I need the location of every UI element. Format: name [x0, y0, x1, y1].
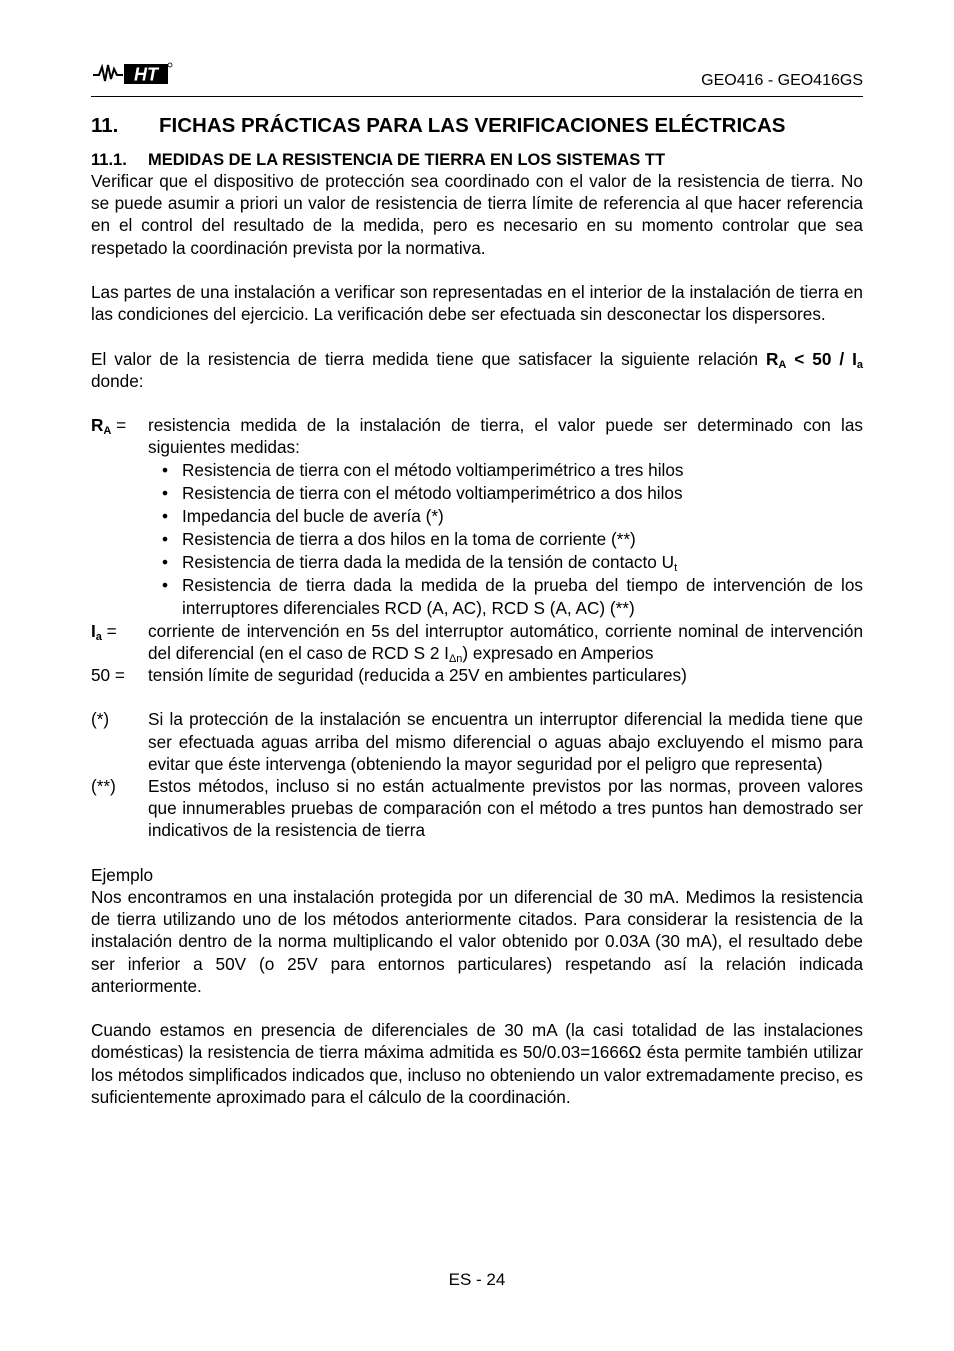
subsection-title: MEDIDAS DE LA RESISTENCIA DE TIERRA EN LOS SISTEMAS TT	[148, 151, 666, 169]
definition-term: 50 =	[91, 665, 125, 685]
measurement-methods-list	[148, 459, 863, 620]
subsection-number: 11.1.	[91, 151, 127, 169]
section-number: 11.	[91, 114, 119, 137]
relation-lead-text: El valor de la resistencia de tierra medida tiene que satisfacer la siguiente relación	[91, 348, 766, 369]
document-page	[91, 0, 863, 1351]
definition-term: $R_A$ =	[91, 415, 127, 438]
subsection-heading	[91, 151, 665, 170]
list-item: • Resistencia de tierra con el método voltiamperimétrico a tres hilos	[148, 459, 863, 482]
footnote-mark: (*)	[91, 709, 110, 730]
list-item: • Resistencia de tierra a dos hilos en la toma de corriente (**)	[148, 528, 863, 551]
relation-formula: $R_A < 50 / I_a$	[765, 348, 863, 371]
model-title: GEO416 - GEO416GS	[701, 72, 863, 89]
bullet-icon: •	[161, 505, 169, 526]
list-item: • Resistencia de tierra con el método voltiamperimétrico a dos hilos	[148, 482, 863, 505]
definition-ra	[91, 414, 863, 619]
section-heading	[91, 114, 785, 138]
definition-ia	[91, 620, 863, 664]
example-paragraph-1: Nos encontramos en una instalación protegida por un diferencial de 30 mA. Medimos la resistencia de tierra utilizando uno de los métodos anteriormente citados. Para considerar la resistencia de la instalación dentro de la norma multiplicando el valor obtenido por 0.03A (30 mA), el resultado debe ser inferior a 50V (o 25V para entornos particulares) respetando así la relación indicada anteriormente.	[91, 887, 863, 996]
definition-description: corriente de intervención en 5s del interruptor automático, corriente nominal de intervención del diferencial (en el caso de RCD S 2 $I_{\Delta n}$) expresado en Amperios	[148, 620, 863, 665]
footnote-text: Estos métodos, incluso si no están actualmente previstos por las normas, proveen valores que innumerables pruebas de comparación con el método a tres puntos han demostrado ser indicativos de la resistencia de tierra	[148, 776, 863, 841]
paragraph-installation: Las partes de una instalación a verificar son representadas en el interior de la instalación de tierra en las condiciones del ejercicio. La verificación debe ser efectuada sin desconectar los dispersores.	[91, 282, 863, 325]
footnote-mark: (**)	[91, 776, 116, 796]
definition-description: tensión límite de seguridad (reducida a 25V en ambientes particulares)	[148, 665, 687, 685]
paragraph-relation	[91, 348, 863, 392]
page-header	[91, 58, 863, 97]
list-item: • Resistencia de tierra dada la medida de la prueba del tiempo de intervención de los interruptores diferenciales RCD (A, AC), RCD S (A, AC) (**)	[148, 574, 863, 620]
example-heading: Ejemplo	[91, 864, 154, 885]
body-text	[91, 170, 863, 1108]
definition-description: resistencia medida de la instalación de tierra, el valor puede ser determinado con las siguientes medidas: • Resistencia de tierra con el método voltiamperimétrico a tres hilos • Resistencia de tierra con el método voltiamperimétrico a dos hilos • Impedancia del bucle de avería (*) • Resistencia de tierra a dos hilos en la toma de corriente (**) • Resistencia de tierra dada la medida de la tensión de contacto $U_t$ • Resistencia de tierra dada la medida de la prueba del tiempo de intervención de los interruptores diferenciales RCD (A, AC), RCD S (A, AC) (**)	[148, 415, 863, 618]
bullet-icon: •	[161, 551, 169, 572]
example-paragraph-2: Cuando estamos en presencia de diferenciales de 30 mA (la casi totalidad de las instalaciones domésticas) la resistencia de tierra máxima admitida es 50/0.03=1666Ω ésta permite también utilizar los métodos simplificados indicados que, incluso no obteniendo un valor extremadamente preciso, es suficientemente aproximado para el cálculo de la coordinación.	[91, 1020, 863, 1107]
definition-term: $I_a$ =	[91, 620, 117, 643]
svg-text:HT: HT	[134, 64, 158, 85]
definition-50	[91, 664, 863, 686]
page-number: ES - 24	[448, 1270, 506, 1289]
paragraph-intro: Verificar que el dispositivo de protección sea coordinado con el valor de la resistencia de tierra. No se puede asumir a priori un valor de resistencia de tierra límite de referencia al que hacer referencia en el control del resultado de la medida, pero es necesario en su momento controlar que sea respetado la coordinación prevista por la normativa.	[91, 171, 863, 258]
footnote-single-asterisk	[91, 708, 863, 775]
ht-logo	[93, 61, 173, 87]
section-title: FICHAS PRÁCTICAS PARA LAS VERIFICACIONES ELÉCTRICAS	[159, 114, 786, 137]
list-item: • Impedancia del bucle de avería (*)	[148, 505, 863, 528]
list-item: • Resistencia de tierra dada la medida de la tensión de contacto $U_t$	[148, 551, 863, 574]
relation-tail-text: donde:	[91, 370, 144, 391]
bullet-icon: •	[161, 574, 169, 595]
bullet-icon: •	[161, 459, 169, 480]
footnote-double-asterisk	[91, 775, 863, 842]
bullet-icon: •	[161, 482, 169, 503]
bullet-icon: •	[161, 528, 169, 549]
footnote-text: Si la protección de la instalación se encuentra un interruptor diferencial la medida tiene que ser efectuada aguas arriba del mismo diferencial o aguas abajo excluyendo el mismo para evitar que éste intervenga (obteniendo la mayor seguridad por el peligro que representa)	[148, 709, 863, 774]
